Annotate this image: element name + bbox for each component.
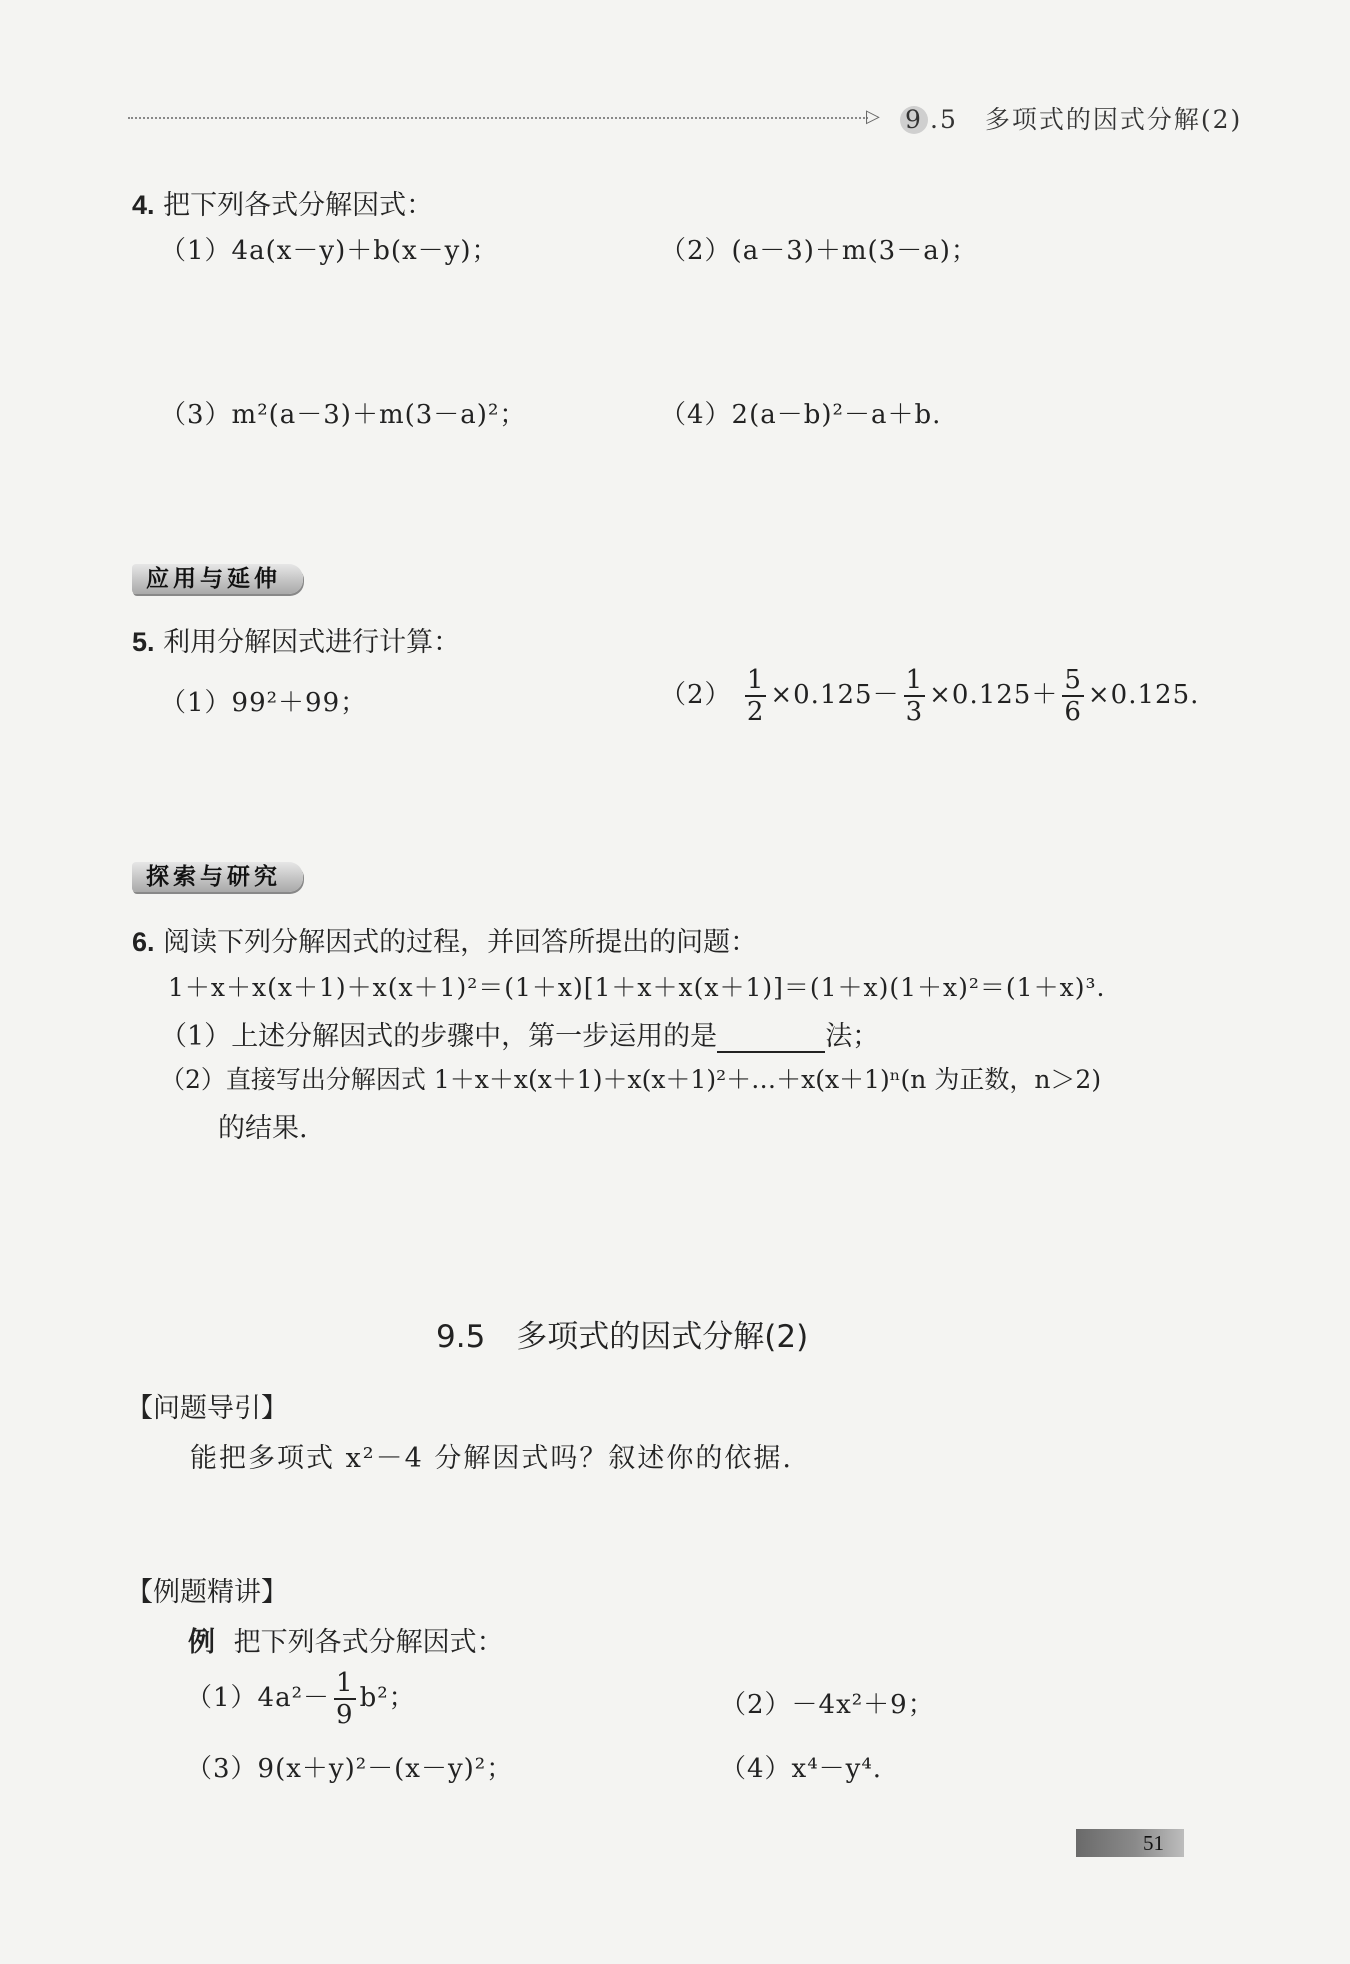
q4-part2-expr: (a－3)＋m(3－a)； bbox=[731, 236, 978, 266]
example-label: 例 bbox=[188, 1627, 215, 1658]
section-badge-apply: 应用与延伸 bbox=[132, 564, 303, 594]
q5-part1-expr: 99²＋99； bbox=[231, 688, 368, 718]
q5-part1-label: （1） bbox=[160, 688, 232, 718]
page-number-bar bbox=[1076, 1829, 1184, 1857]
q6-part2-text: 直接写出分解因式 1＋x＋x(x＋1)＋x(x＋1)²＋…＋x(x＋1)ⁿ(n 为正数，n＞2) bbox=[225, 1065, 1102, 1094]
page-number: 51 bbox=[1143, 1831, 1164, 1855]
q6-part1-text: 上述分解因式的步骤中，第一步运用的是 bbox=[231, 1021, 718, 1052]
q5-term1: ×0.125－ bbox=[770, 680, 900, 710]
example-part4-label: （4） bbox=[720, 1754, 792, 1784]
q4-part3-label: （3） bbox=[160, 400, 232, 430]
header-arrow-icon: ▷ bbox=[866, 106, 880, 127]
section-title: 9.5 多项式的因式分解(2) bbox=[436, 1319, 809, 1355]
example-part1-post: b²； bbox=[359, 1683, 416, 1713]
example-part4-expr: x⁴－y⁴. bbox=[791, 1754, 883, 1784]
q4-part2-label: （2） bbox=[660, 236, 732, 266]
q6-part1-end: 法； bbox=[825, 1021, 880, 1052]
q6-part1-label: （1） bbox=[160, 1021, 232, 1052]
header-title: .5 多项式的因式分解(2) bbox=[930, 105, 1243, 134]
q6-stem bbox=[132, 920, 757, 959]
example-part1-pre: 4a²－ bbox=[257, 1683, 331, 1713]
header-rule bbox=[128, 117, 868, 119]
q5-stem bbox=[132, 620, 460, 659]
fraction-five-sixths: $\frac{5}{6}$ bbox=[1064, 665, 1082, 727]
guide-heading: 【问题导引】 bbox=[126, 1393, 288, 1424]
guide-text: 能把多项式 x²－4 分解因式吗？叙述你的依据. bbox=[190, 1443, 793, 1474]
q4-part4-expr: 2(a－b)²－a＋b. bbox=[731, 400, 942, 430]
q5-term3: ×0.125. bbox=[1087, 680, 1200, 710]
example-part2 bbox=[720, 1684, 935, 1721]
answer-blank bbox=[717, 1025, 825, 1053]
example-part2-expr: －4x²＋9； bbox=[791, 1690, 935, 1720]
q5-part2-label: （2） bbox=[660, 680, 732, 710]
example-part2-label: （2） bbox=[720, 1690, 792, 1720]
q5-part1 bbox=[160, 682, 367, 719]
q4-part3 bbox=[160, 394, 526, 431]
q4-part1 bbox=[160, 230, 499, 267]
example-part3-expr: 9(x＋y)²－(x－y)²； bbox=[257, 1754, 514, 1784]
q4-part4 bbox=[660, 394, 941, 431]
chapter-mark: 9 bbox=[900, 106, 928, 134]
example-part3-label: （3） bbox=[186, 1754, 258, 1784]
running-header bbox=[900, 100, 1242, 136]
q6-part2-label: （2） bbox=[160, 1065, 226, 1094]
q4-part2 bbox=[660, 230, 978, 267]
q5-text: 利用分解因式进行计算： bbox=[163, 627, 461, 658]
q6-text: 阅读下列分解因式的过程，并回答所提出的问题： bbox=[163, 927, 758, 958]
q6-part1 bbox=[160, 1014, 879, 1053]
example-heading: 【例题精讲】 bbox=[126, 1577, 288, 1608]
fraction-one-ninth: $\frac{1}{9}$ bbox=[336, 1668, 354, 1730]
q4-part3-expr: m²(a－3)＋m(3－a)²； bbox=[231, 400, 527, 430]
example-part1-label: （1） bbox=[186, 1683, 258, 1713]
q4-part1-expr: 4a(x－y)＋b(x－y)； bbox=[231, 236, 499, 266]
q6-part2 bbox=[160, 1060, 1101, 1096]
q5-term2: ×0.125＋ bbox=[929, 680, 1059, 710]
q4-text: 把下列各式分解因式： bbox=[163, 190, 434, 221]
fraction-one-half: $\frac{1}{2}$ bbox=[746, 665, 765, 727]
q4-stem bbox=[132, 183, 433, 222]
q4-part1-label: （1） bbox=[160, 236, 232, 266]
example-part3 bbox=[186, 1748, 513, 1785]
fraction-one-third: $\frac{1}{3}$ bbox=[905, 665, 924, 727]
q6-process: 1＋x＋x(x＋1)＋x(x＋1)²＝(1＋x)[1＋x＋x(x＋1)]＝(1＋x)(1＋x)²＝(1＋x)³. bbox=[168, 973, 1106, 1002]
q4-number: 4. bbox=[132, 190, 155, 220]
q5-part2 bbox=[660, 665, 1199, 727]
example-text: 把下列各式分解因式： bbox=[233, 1627, 504, 1658]
q4-part4-label: （4） bbox=[660, 400, 732, 430]
example-part4 bbox=[720, 1748, 882, 1785]
q6-part2-cont: 的结果. bbox=[218, 1113, 308, 1144]
q6-number: 6. bbox=[132, 927, 155, 957]
example-part1 bbox=[186, 1668, 416, 1730]
section-badge-explore: 探索与研究 bbox=[132, 862, 303, 892]
example-stem bbox=[188, 1620, 504, 1659]
q5-number: 5. bbox=[132, 627, 155, 657]
